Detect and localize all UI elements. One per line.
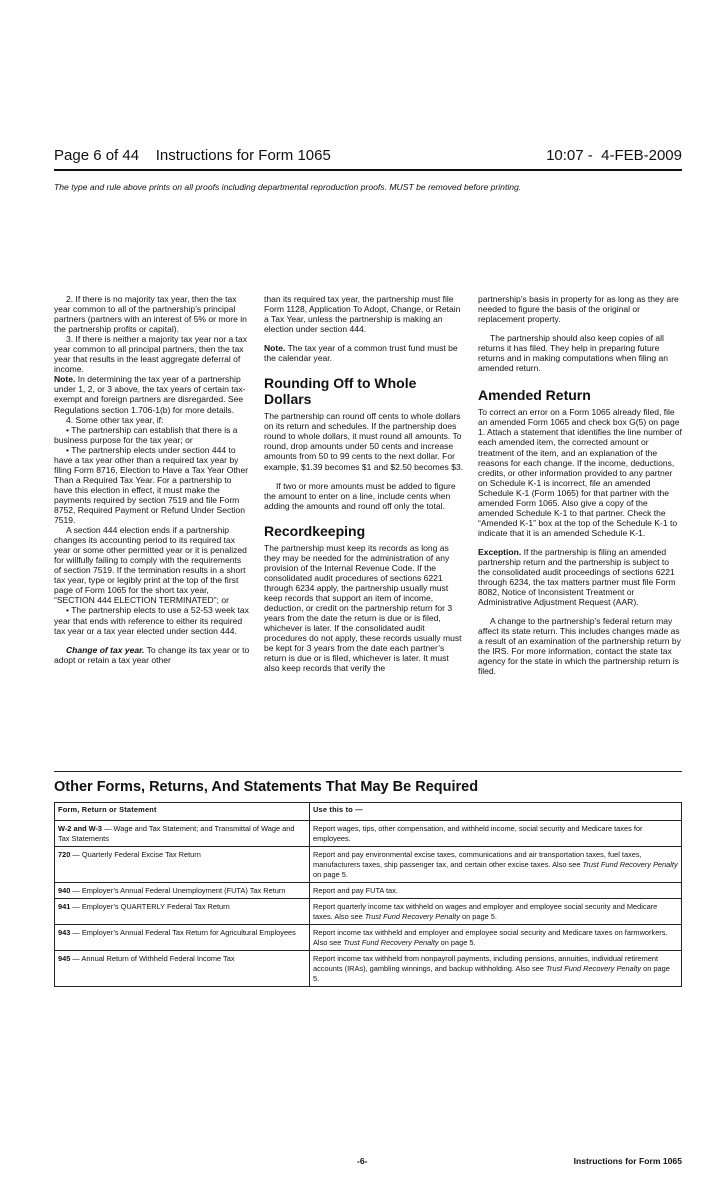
table-header-row xyxy=(55,803,682,821)
form-desc: — Quarterly Federal Excise Tax Return xyxy=(70,850,201,859)
form-desc: — Wage and Tax Statement; and Transmittal of Wage and Tax Statements xyxy=(58,824,295,843)
exception-paragraph xyxy=(478,547,682,607)
note-text: The tax year of a common trust fund must be the calendar year. xyxy=(264,343,458,364)
note-label: Note. xyxy=(264,343,286,354)
use-ref: Trust Fund Recovery Penalty xyxy=(364,912,460,921)
form-desc: — Annual Return of Withheld Federal Income Tax xyxy=(70,954,235,963)
use-ref: Trust Fund Recovery Penalty xyxy=(582,860,678,869)
use-text: Report income tax withheld and employer and employee social security and Medicare taxes on farmworkers. Also see xyxy=(313,928,668,947)
use-end: on page 5. xyxy=(459,912,497,921)
exception-label: Exception. xyxy=(478,546,522,557)
form-desc: — Employer’s QUARTERLY Federal Tax Return xyxy=(70,902,230,911)
use-text: Report and pay FUTA tax. xyxy=(313,886,398,895)
use-text: Report and pay environmental excise taxes, communications and air transportation taxes, fuel taxes, manufacturers taxes, ship passenger tax, and certain other excise taxes. Also see xyxy=(313,850,642,869)
table-header-use: Use this to — xyxy=(310,803,682,821)
header-right: 10:07 - 4-FEB-2009 xyxy=(546,147,682,164)
section-heading-amended: Amended Return xyxy=(478,387,591,404)
table-row xyxy=(55,951,682,987)
change-paragraph xyxy=(54,645,250,665)
table-row xyxy=(55,899,682,925)
table-title: Other Forms, Returns, And Statements That May Be Required xyxy=(54,779,479,795)
form-desc: — Employer’s Annual Federal Tax Return for Agricultural Employees xyxy=(70,928,296,937)
table-row xyxy=(55,847,682,883)
footer-title: Instructions for Form 1065 xyxy=(573,1156,682,1166)
paragraph: 2. If there is no majority tax year, then the tax year common to all of the partnership’s principal partners (partners with an interest of 5% or more in the partnership profits or capital). xyxy=(54,294,247,335)
column-3 xyxy=(478,294,682,677)
forms-table xyxy=(54,802,682,987)
use-cell xyxy=(310,899,682,925)
section-heading-rounding: Rounding Off to Whole Dollars xyxy=(264,375,417,408)
use-end: on page 5. xyxy=(438,938,476,947)
form-cell xyxy=(55,899,310,925)
form-number: 720 xyxy=(58,850,71,859)
use-cell xyxy=(310,821,682,847)
table-header-form: Form, Return or Statement xyxy=(55,803,310,821)
bullet-item: • The partnership elects under section 444 to have a tax year other than a required tax year by filing Form 8716, Election to Have a Tax Year Other Than a Required Tax Year. For a partnership to have this election in effect, it must make the payments required by section 7519 and file Form 8752, Required Payment or Refund Under Section 7519. xyxy=(54,444,249,526)
use-text: Report wages, tips, other compensation, and withheld income, social security and Medicare taxes for employees. xyxy=(313,824,643,843)
form-cell xyxy=(55,951,310,987)
form-cell xyxy=(55,847,310,883)
change-label: Change of tax year. xyxy=(66,644,145,655)
form-cell xyxy=(55,925,310,951)
use-cell xyxy=(310,925,682,951)
column-2 xyxy=(264,294,464,673)
paragraph: The partnership can round off cents to whole dollars on its return and schedules. If the partnership does round to whole dollars, it must round all amounts. To round, drop amounts under 50 cents and increase amounts from 50 to 99 cents to the next dollar. For example, $1.39 becomes $1 and $2.50 becomes $3. xyxy=(264,411,464,472)
paragraph: partnership’s basis in property for as long as they are needed to figure the basis of the original or replacement property. xyxy=(478,294,679,325)
paragraph: A change to the partnership’s federal return may affect its state return. This includes changes made as a result of an examination of the partnership return by the IRS. For more information, contact the state tax agency for the state in which the partnership return is filed. xyxy=(478,616,681,677)
use-end: on page 5. xyxy=(313,870,348,879)
paragraph: If two or more amounts must be added to figure the amount to enter on a line, include cents when adding the amounts and round off only the total. xyxy=(264,480,456,511)
bullet-item: • The partnership elects to use a 52-53 week tax year that ends with reference to either its required tax year or a tax year elected under section 444. xyxy=(54,605,249,636)
note-paragraph xyxy=(54,374,250,414)
paragraph: To correct an error on a Form 1065 already filed, file an amended Form 1065 and check box G(5) on page 1. Attach a statement that identifies the line number of each amended item, the corrected amount or treatment of the item, and an explanation of the reasons for each change. If the income, deductions, credits, or other information provided to any partner on Schedule K-1 is incorrect, file an amended Schedule K-1 (Form 1065) for that partner with the amended Form 1065. Also give a copy of the amended Schedule K-1 to that partner. Check the “Amended K-1” box at the top of the Schedule K-1 to indicate that it is an amended Schedule K-1. xyxy=(478,407,682,538)
paragraph: A section 444 election ends if a partnership changes its accounting period to its required tax year or some other permitted year or it is penalized for willfully failing to comply with the requirements of section 7519. If the termination results in a short tax year, type or legibly print at the top of the first page of Form 1065 for the short tax year, “SECTION 444 ELECTION TERMINATED”; or xyxy=(54,525,247,606)
use-cell xyxy=(310,847,682,883)
paragraph: The partnership should also keep copies of all returns it has filed. They help in preparing future returns and in making computations when filing an amended return. xyxy=(478,333,669,374)
use-end: on page 5. xyxy=(313,964,670,983)
form-desc: — Employer’s Annual Federal Unemployment (FUTA) Tax Return xyxy=(70,886,286,895)
section-rule xyxy=(54,771,682,772)
column-1 xyxy=(54,294,250,665)
page-header xyxy=(54,143,682,167)
note-text: In determining the tax year of a partnership under 1, 2, or 3 above, the tax years of certain tax-exempt and foreign partners are disregarded. See Regulations section 1.706-1(b) for more details. xyxy=(54,374,246,415)
bullet-item: • The partnership can establish that there is a business purpose for the tax year; or xyxy=(54,424,238,445)
form-number: W-2 and W-3 xyxy=(58,824,103,833)
use-text: Report income tax withheld from nonpayroll payments, including pensions, annuities, individual retirement accounts (IRAs), gambling winnings, and backup withholding. Also see xyxy=(313,954,659,973)
table-row xyxy=(55,821,682,847)
form-cell xyxy=(55,883,310,899)
use-text: Report quarterly income tax withheld on wages and employer and employee social security and Medicare taxes. Also see xyxy=(313,902,658,921)
header-left: Page 6 of 44 Instructions for Form 1065 xyxy=(54,147,331,164)
proof-note: The type and rule above prints on all proofs including departmental reproduction proofs. MUST be removed before printing. xyxy=(54,182,522,192)
use-ref: Trust Fund Recovery Penalty xyxy=(343,938,439,947)
use-cell xyxy=(310,951,682,987)
use-ref: Trust Fund Recovery Penalty xyxy=(545,964,642,973)
note-label: Note. xyxy=(54,374,76,385)
use-cell xyxy=(310,883,682,899)
paragraph: than its required tax year, the partnership must file Form 1128, Application To Adopt, Change, or Retain a Tax Year, unless the partnership is making an election under section 444. xyxy=(264,294,461,335)
paragraph: The partnership must keep its records as long as they may be needed for the administration of any provision of the Internal Revenue Code. If the consolidated audit procedures of sections 6221 through 6234 apply, the partnership usually must keep records that support an item of income, deduction, or credit on the partnership return for 3 years from the date the return is due or is filed, whichever is later. If the consolidated audit procedures do not apply, these records usually must be kept for 3 years from the date each partner’s return is due or is filed, whichever is later. It must also keep records that verify the xyxy=(264,542,462,674)
form-number: 943 xyxy=(58,928,71,937)
exception-text: If the partnership is filing an amended partnership return and the partnership is subject to the consolidated audit proceedings of sections 6221 through 6234, the tax matters partner must file Form 8082, Notice of Inconsistent Treatment or Administrative Adjustment Request (AAR). xyxy=(478,546,676,608)
header-rule xyxy=(54,169,682,171)
form-number: 945 xyxy=(58,954,71,963)
section-heading-recordkeeping: Recordkeeping xyxy=(264,522,366,539)
paragraph: 3. If there is neither a majority tax year nor a tax year common to all principal partners, then the tax year that results in the least aggregate deferral of income. xyxy=(54,334,247,375)
table-row xyxy=(55,925,682,951)
form-number: 940 xyxy=(58,886,71,895)
paragraph: 4. Some other tax year, if: xyxy=(66,414,164,425)
form-cell xyxy=(55,821,310,847)
change-text: To change its tax year or to adopt or retain a tax year other xyxy=(54,644,250,665)
form-number: 941 xyxy=(58,902,71,911)
table-row xyxy=(55,883,682,899)
note-paragraph xyxy=(264,343,464,363)
page-number: -6- xyxy=(357,1156,368,1166)
